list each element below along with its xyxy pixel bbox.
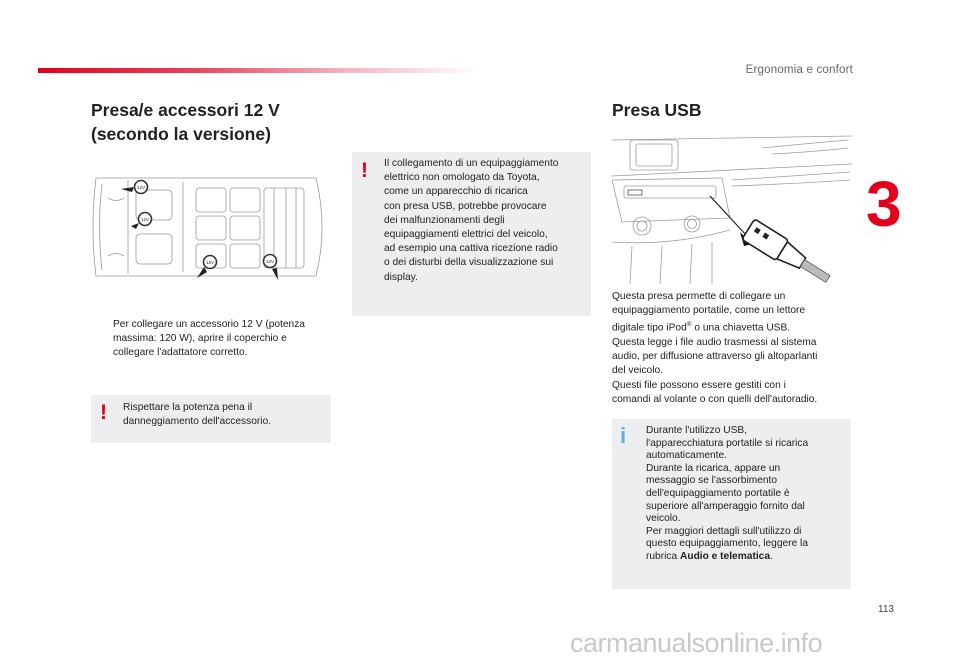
usb-dashboard-illustration xyxy=(612,134,852,284)
warning-box-equipment xyxy=(352,152,591,316)
section-title-usb: Presa USB xyxy=(612,100,702,120)
socket-label-1: 12V xyxy=(136,185,146,190)
warning-icon: ! xyxy=(361,159,368,182)
van-interior-illustration xyxy=(88,168,330,286)
warning-line: o dei disturbi della visualizzazione sui xyxy=(384,257,554,269)
info-line: Durante l'utilizzo USB, xyxy=(646,425,748,436)
warning-line: con presa USB, potrebbe provocare xyxy=(384,200,547,212)
usb-port-drawing xyxy=(612,134,852,284)
info-line: veicolo. xyxy=(646,513,681,525)
description-line: del veicolo. xyxy=(612,365,663,377)
warning-line: dei malfunzionamenti degli xyxy=(384,214,505,226)
chapter-number: 3 xyxy=(866,168,902,240)
power-socket-markers xyxy=(121,181,278,281)
description-line: digitale tipo iPod® o una chiavetta USB. xyxy=(612,321,791,334)
warning-box-power xyxy=(91,395,331,443)
warning-line: display. xyxy=(384,271,418,283)
description-line: comandi al volante o con quelli dell'autoradio. xyxy=(612,393,818,405)
description-line: audio, per diffusione attraverso gli altoparlanti xyxy=(612,351,818,363)
info-box-usb xyxy=(612,419,851,589)
description-line: Questa legge i file audio trasmessi al sistema xyxy=(612,337,817,348)
warning-line: Il collegamento di un equipaggiamento xyxy=(384,158,559,169)
watermark: carmanualsonline.info xyxy=(570,628,823,658)
chapter-title: Ergonomia e confort xyxy=(745,64,853,76)
usb-plug-icon xyxy=(742,219,834,284)
description-line: Questa presa permette di collegare un xyxy=(612,291,786,302)
socket-label-4: 12V xyxy=(265,259,275,264)
warning-line: danneggiamento dell'accessorio. xyxy=(123,416,272,428)
info-line: questo equipaggiamento, leggere la xyxy=(646,538,808,550)
socket-label-3: 12V xyxy=(205,260,215,265)
warning-line: Rispettare la potenza pena il xyxy=(123,402,253,413)
description-line: equipaggiamento portatile, come un lettore xyxy=(612,305,806,317)
section-title-12v xyxy=(91,98,280,146)
info-line: superiore all'amperaggio fornito dal xyxy=(646,500,805,512)
instruction-12v xyxy=(95,318,335,361)
usb-description xyxy=(612,290,860,407)
warning-line: come un apparecchio di ricarica xyxy=(384,186,528,198)
section-title-12v-line2: (secondo la versione) xyxy=(91,124,271,144)
info-line: Per maggiori dettagli sull'utilizzo di xyxy=(646,525,802,537)
instruction-line: Per collegare un accessorio 12 V (potenza xyxy=(113,319,305,330)
audio-telematica-reference: Audio e telematica xyxy=(679,550,771,562)
info-line: messaggio se l'assorbimento xyxy=(646,475,778,487)
van-top-view-drawing xyxy=(88,168,330,286)
warning-line: ad esempio una cattiva ricezione radio xyxy=(384,243,558,255)
instruction-line: massima: 120 W), aprire il coperchio e xyxy=(113,333,287,345)
info-line: dell'equipaggiamento portatile è xyxy=(646,487,790,499)
warning-line: elettrico non omologato da Toyota, xyxy=(384,172,540,184)
description-line: Questi file possono essere gestiti con i xyxy=(612,379,786,391)
info-icon: i xyxy=(620,423,627,448)
page-number: 113 xyxy=(878,604,894,615)
instruction-line: collegare l'adattatore corretto. xyxy=(113,347,248,359)
info-line: l'apparecchiatura portatile si ricarica xyxy=(646,437,809,449)
section-title-12v-line1: Presa/e accessori 12 V xyxy=(91,100,280,120)
warning-icon: ! xyxy=(100,401,107,424)
info-line: rubrica Audio e telematica. xyxy=(646,550,773,562)
info-line: automaticamente. xyxy=(646,450,727,462)
info-line: Durante la ricarica, appare un xyxy=(646,462,781,474)
socket-label-2: 12V xyxy=(140,217,150,222)
header-accent-bar xyxy=(38,68,480,73)
warning-line: equipaggiamenti elettrici del veicolo, xyxy=(384,229,548,241)
